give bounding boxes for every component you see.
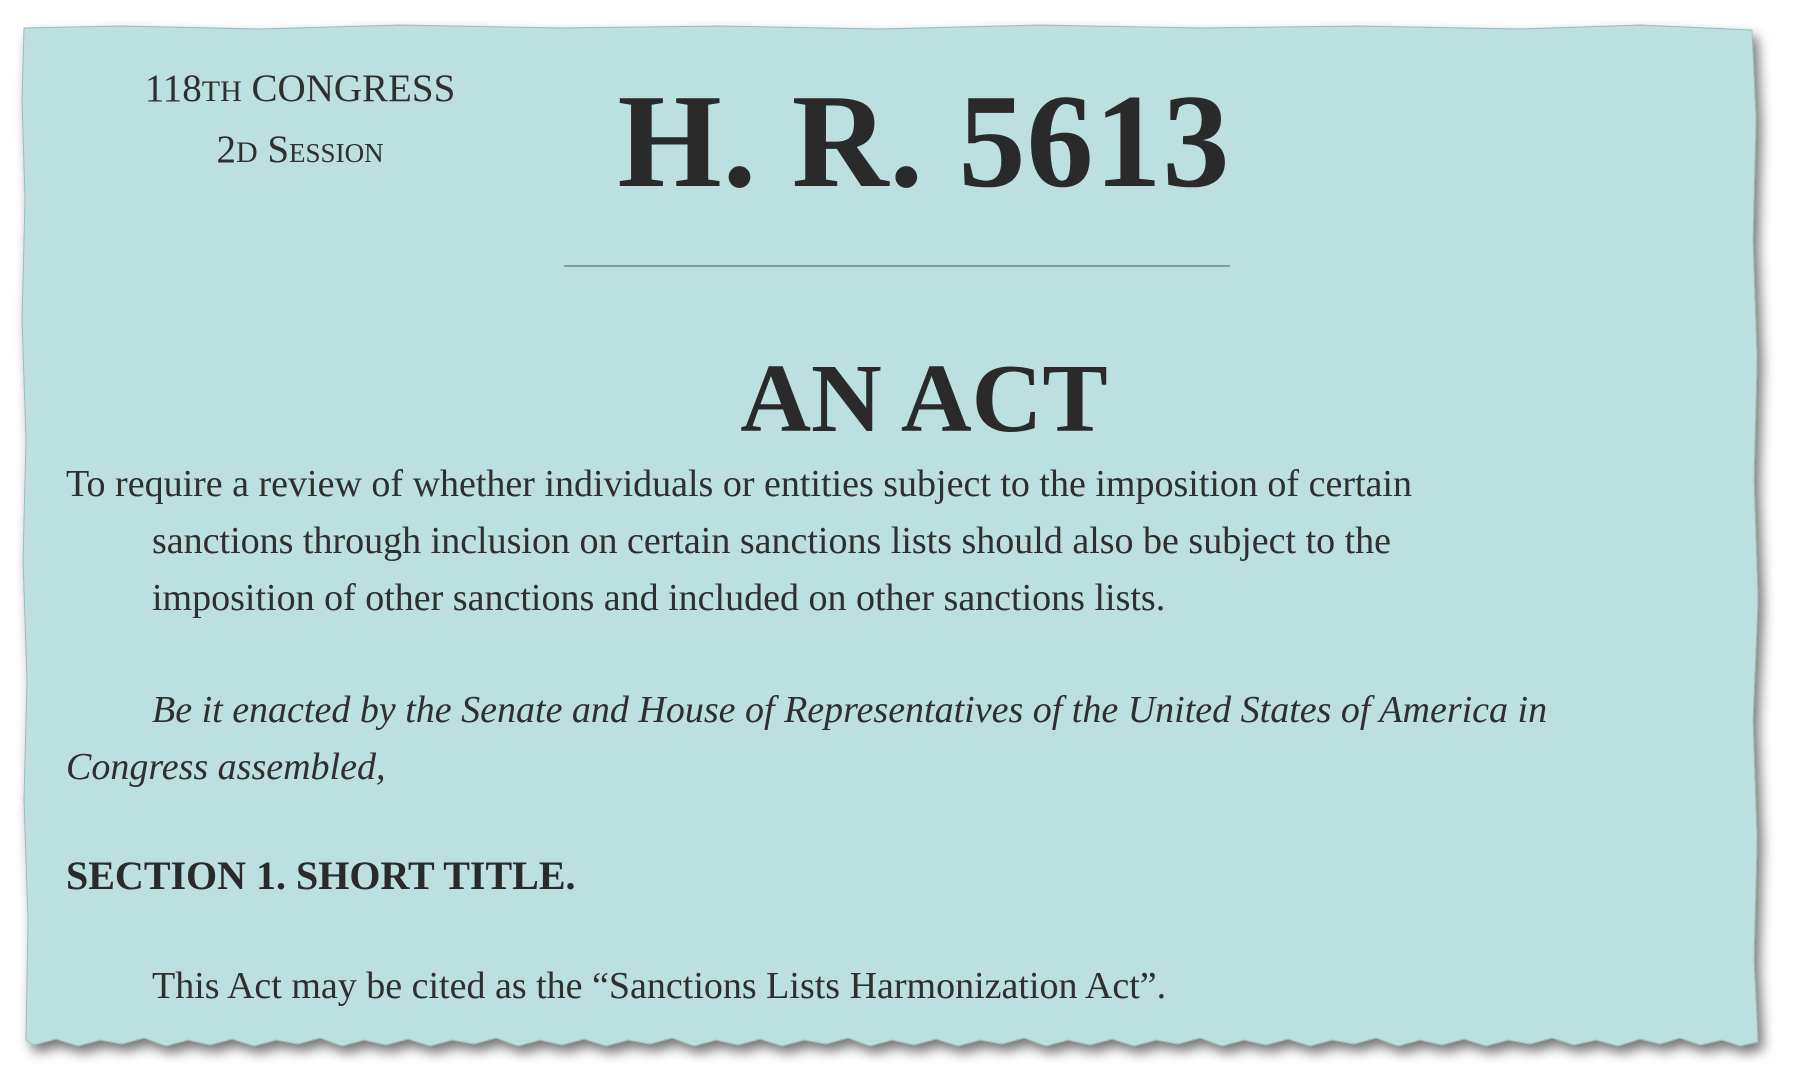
- purpose-clause: [66, 456, 1706, 627]
- session-line: 2D Session: [216, 128, 384, 171]
- congress-line: 118TH CONGRESS: [144, 67, 456, 110]
- congress-session-block: [80, 60, 520, 182]
- enacting-line: Congress assembled,: [66, 746, 386, 788]
- purpose-line: imposition of other sanctions and included on other sanctions lists.: [152, 577, 1166, 619]
- bill-document: [24, 28, 1758, 1044]
- enacting-line: Be it enacted by the Senate and House of Representatives of the United States of America in: [152, 689, 1548, 731]
- bill-number: H. R. 5613: [617, 67, 1231, 215]
- section-1-text: This Act may be cited as the “Sanctions Lists Harmonization Act”.: [152, 965, 1167, 1007]
- purpose-line: sanctions through inclusion on certain sanctions lists should also be subject to the: [152, 520, 1392, 562]
- section-1-heading: SECTION 1. SHORT TITLE.: [66, 853, 576, 898]
- act-heading: AN ACT: [740, 345, 1108, 453]
- divider-rule: [564, 265, 1230, 267]
- enacting-clause: [66, 682, 1746, 796]
- purpose-line: To require a review of whether individuals or entities subject to the imposition of certain: [66, 463, 1412, 505]
